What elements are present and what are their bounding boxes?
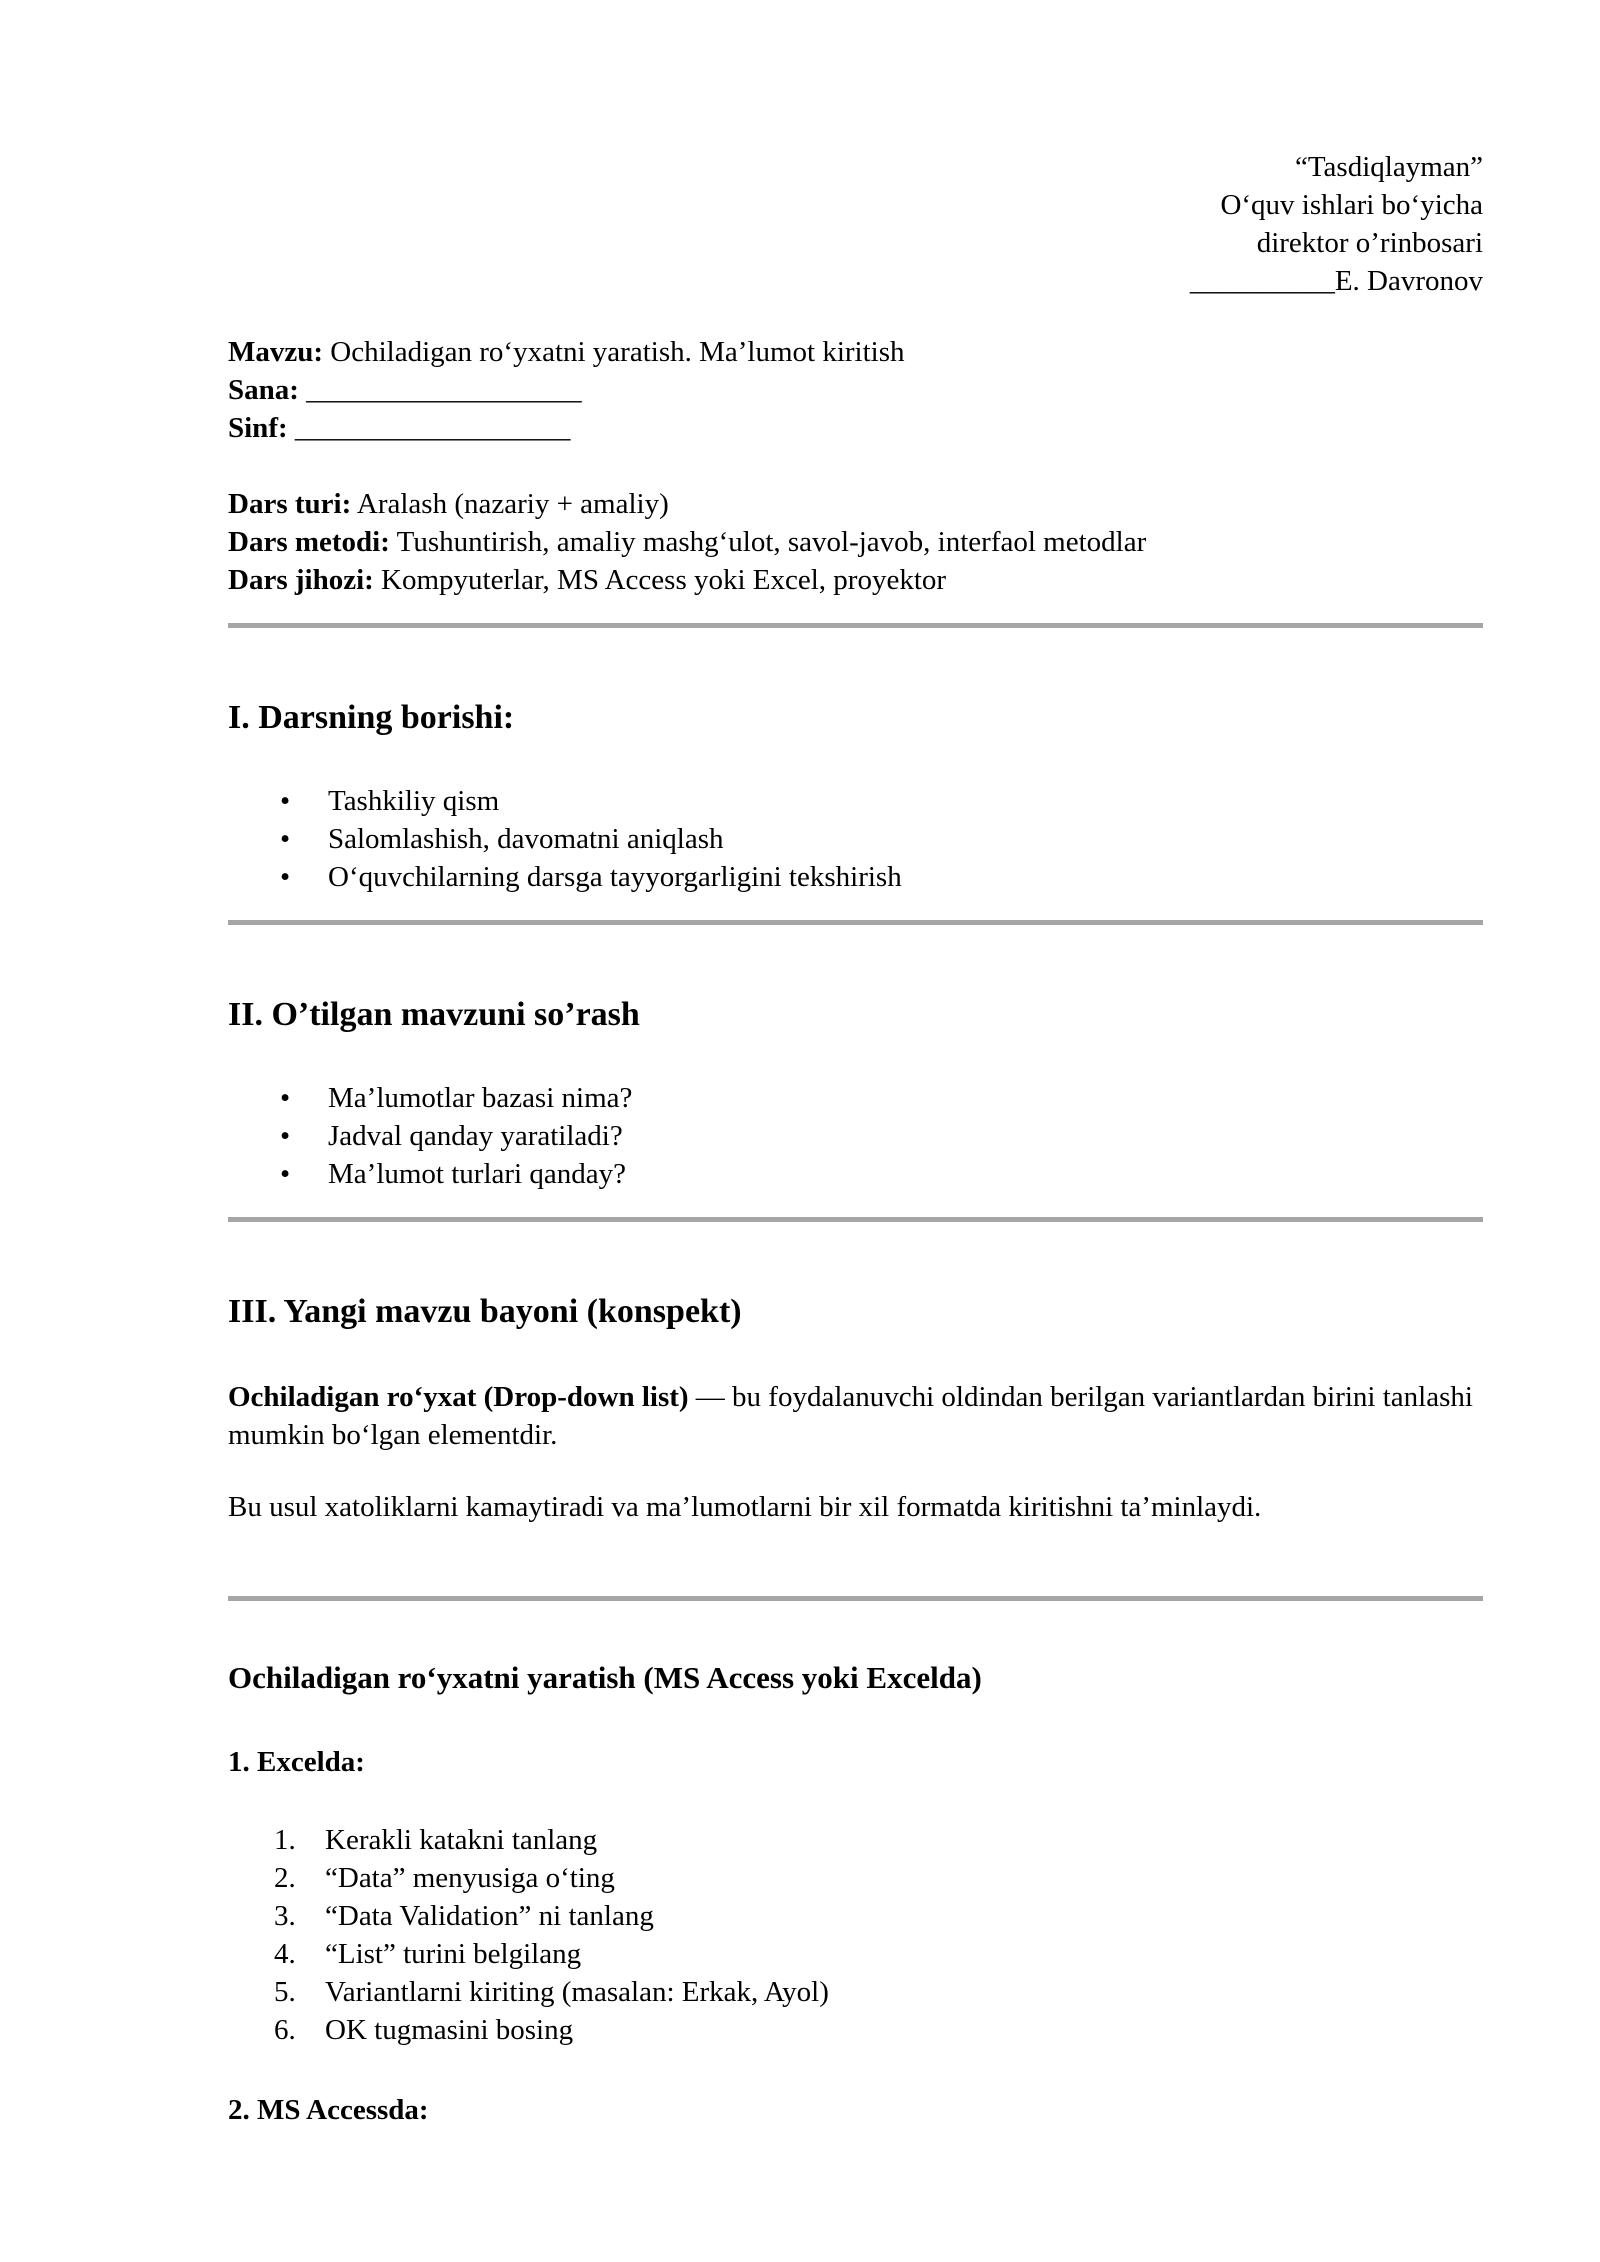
list-item: • Salomlashish, davomatni aniqlash	[228, 820, 1483, 858]
section1-bullet-list	[228, 782, 1483, 896]
section2-bullet-list	[228, 1079, 1483, 1193]
approval-line-1: “Tasdiqlayman”	[1294, 151, 1483, 183]
dars-turi-label: Dars turi:	[228, 488, 352, 520]
dars-metodi-label: Dars metodi:	[228, 526, 390, 558]
definition-paragraph	[228, 1378, 1483, 1454]
note-paragraph: Bu usul xatoliklarni kamaytiradi va ma’lumotlarni bir xil formatda kiritishni ta’minlaydi.	[228, 1491, 1262, 1523]
section-divider	[228, 920, 1483, 925]
dars-jihozi-value: Kompyuterlar, MS Access yoki Excel, proyektor	[381, 564, 947, 596]
list-item: • Jadval qanday yaratiladi?	[228, 1117, 1483, 1155]
sana-label: Sana:	[228, 374, 299, 406]
approval-line-2: O‘quv ishlari bo‘yicha	[1220, 189, 1483, 221]
approval-block	[228, 148, 1483, 300]
dars-turi-line	[228, 485, 1483, 523]
step-item: “List” turini belgilang	[325, 1938, 582, 1970]
approval-line-3: direktor o’rinbosari	[1256, 227, 1483, 259]
excel-subheading: 1. Excelda:	[228, 1746, 365, 1778]
section-divider	[228, 1217, 1483, 1222]
meta-block	[228, 333, 1483, 447]
section-divider	[228, 1596, 1483, 1601]
dars-metodi-value: Tushuntirish, amaliy mashg‘ulot, savol-javob, interfaol metodlar	[396, 526, 1147, 558]
step-item: “Data” menyusiga o‘ting	[325, 1862, 615, 1894]
step-item: Kerakli katakni tanlang	[325, 1824, 598, 1856]
step-item: Variantlarni kiriting (masalan: Erkak, Ayol)	[325, 1976, 829, 2008]
list-item: • Ma’lumot turlari qanday?	[228, 1155, 1483, 1193]
lesson-info-block	[228, 485, 1483, 599]
excel-step-list	[228, 1821, 1483, 2049]
approval-signature-line: __________E. Davronov	[1189, 265, 1483, 297]
list-item: • O‘quvchilarning darsga tayyorgarligini tekshirish	[228, 858, 1483, 896]
sinf-blank: ___________________	[294, 412, 571, 444]
list-item: • Tashkiliy qism	[228, 782, 1483, 820]
sana-line	[228, 371, 1483, 409]
step-item: “Data Validation” ni tanlang	[325, 1900, 654, 1932]
dars-metodi-line	[228, 523, 1483, 561]
mavzu-value: Ochiladigan ro‘yxatni yaratish. Ma’lumot kiritish	[330, 336, 905, 368]
section-divider	[228, 623, 1483, 628]
sinf-label: Sinf:	[228, 412, 288, 444]
sinf-line	[228, 409, 1483, 447]
step-item: OK tugmasini bosing	[325, 2014, 574, 2046]
section2-title: II. O’tilgan mavzuni so’rash	[228, 996, 640, 1033]
list-item: • Ma’lumotlar bazasi nima?	[228, 1079, 1483, 1117]
access-subheading: 2. MS Accessda:	[228, 2094, 429, 2126]
howto-title: Ochiladigan ro‘yxatni yaratish (MS Access yoki Excelda)	[228, 1660, 982, 1695]
mavzu-line	[228, 333, 1483, 371]
blank-line	[228, 447, 1483, 485]
definition-text: — bu foydalanuvchi oldindan berilgan variantlardan birini tanlashi mumkin bo‘lgan elementdir.	[228, 1381, 1473, 1451]
dars-turi-value: Aralash (nazariy + amaliy)	[356, 488, 669, 520]
dars-jihozi-line	[228, 561, 1483, 599]
definition-term: Ochiladigan ro‘yxat (Drop-down list)	[228, 1381, 689, 1413]
section1-title: I. Darsning borishi:	[228, 699, 515, 736]
section3-title: III. Yangi mavzu bayoni (konspekt)	[228, 1293, 742, 1330]
sana-blank: ___________________	[306, 374, 582, 406]
mavzu-label: Mavzu:	[228, 336, 324, 368]
dars-jihozi-label: Dars jihozi:	[228, 564, 374, 596]
